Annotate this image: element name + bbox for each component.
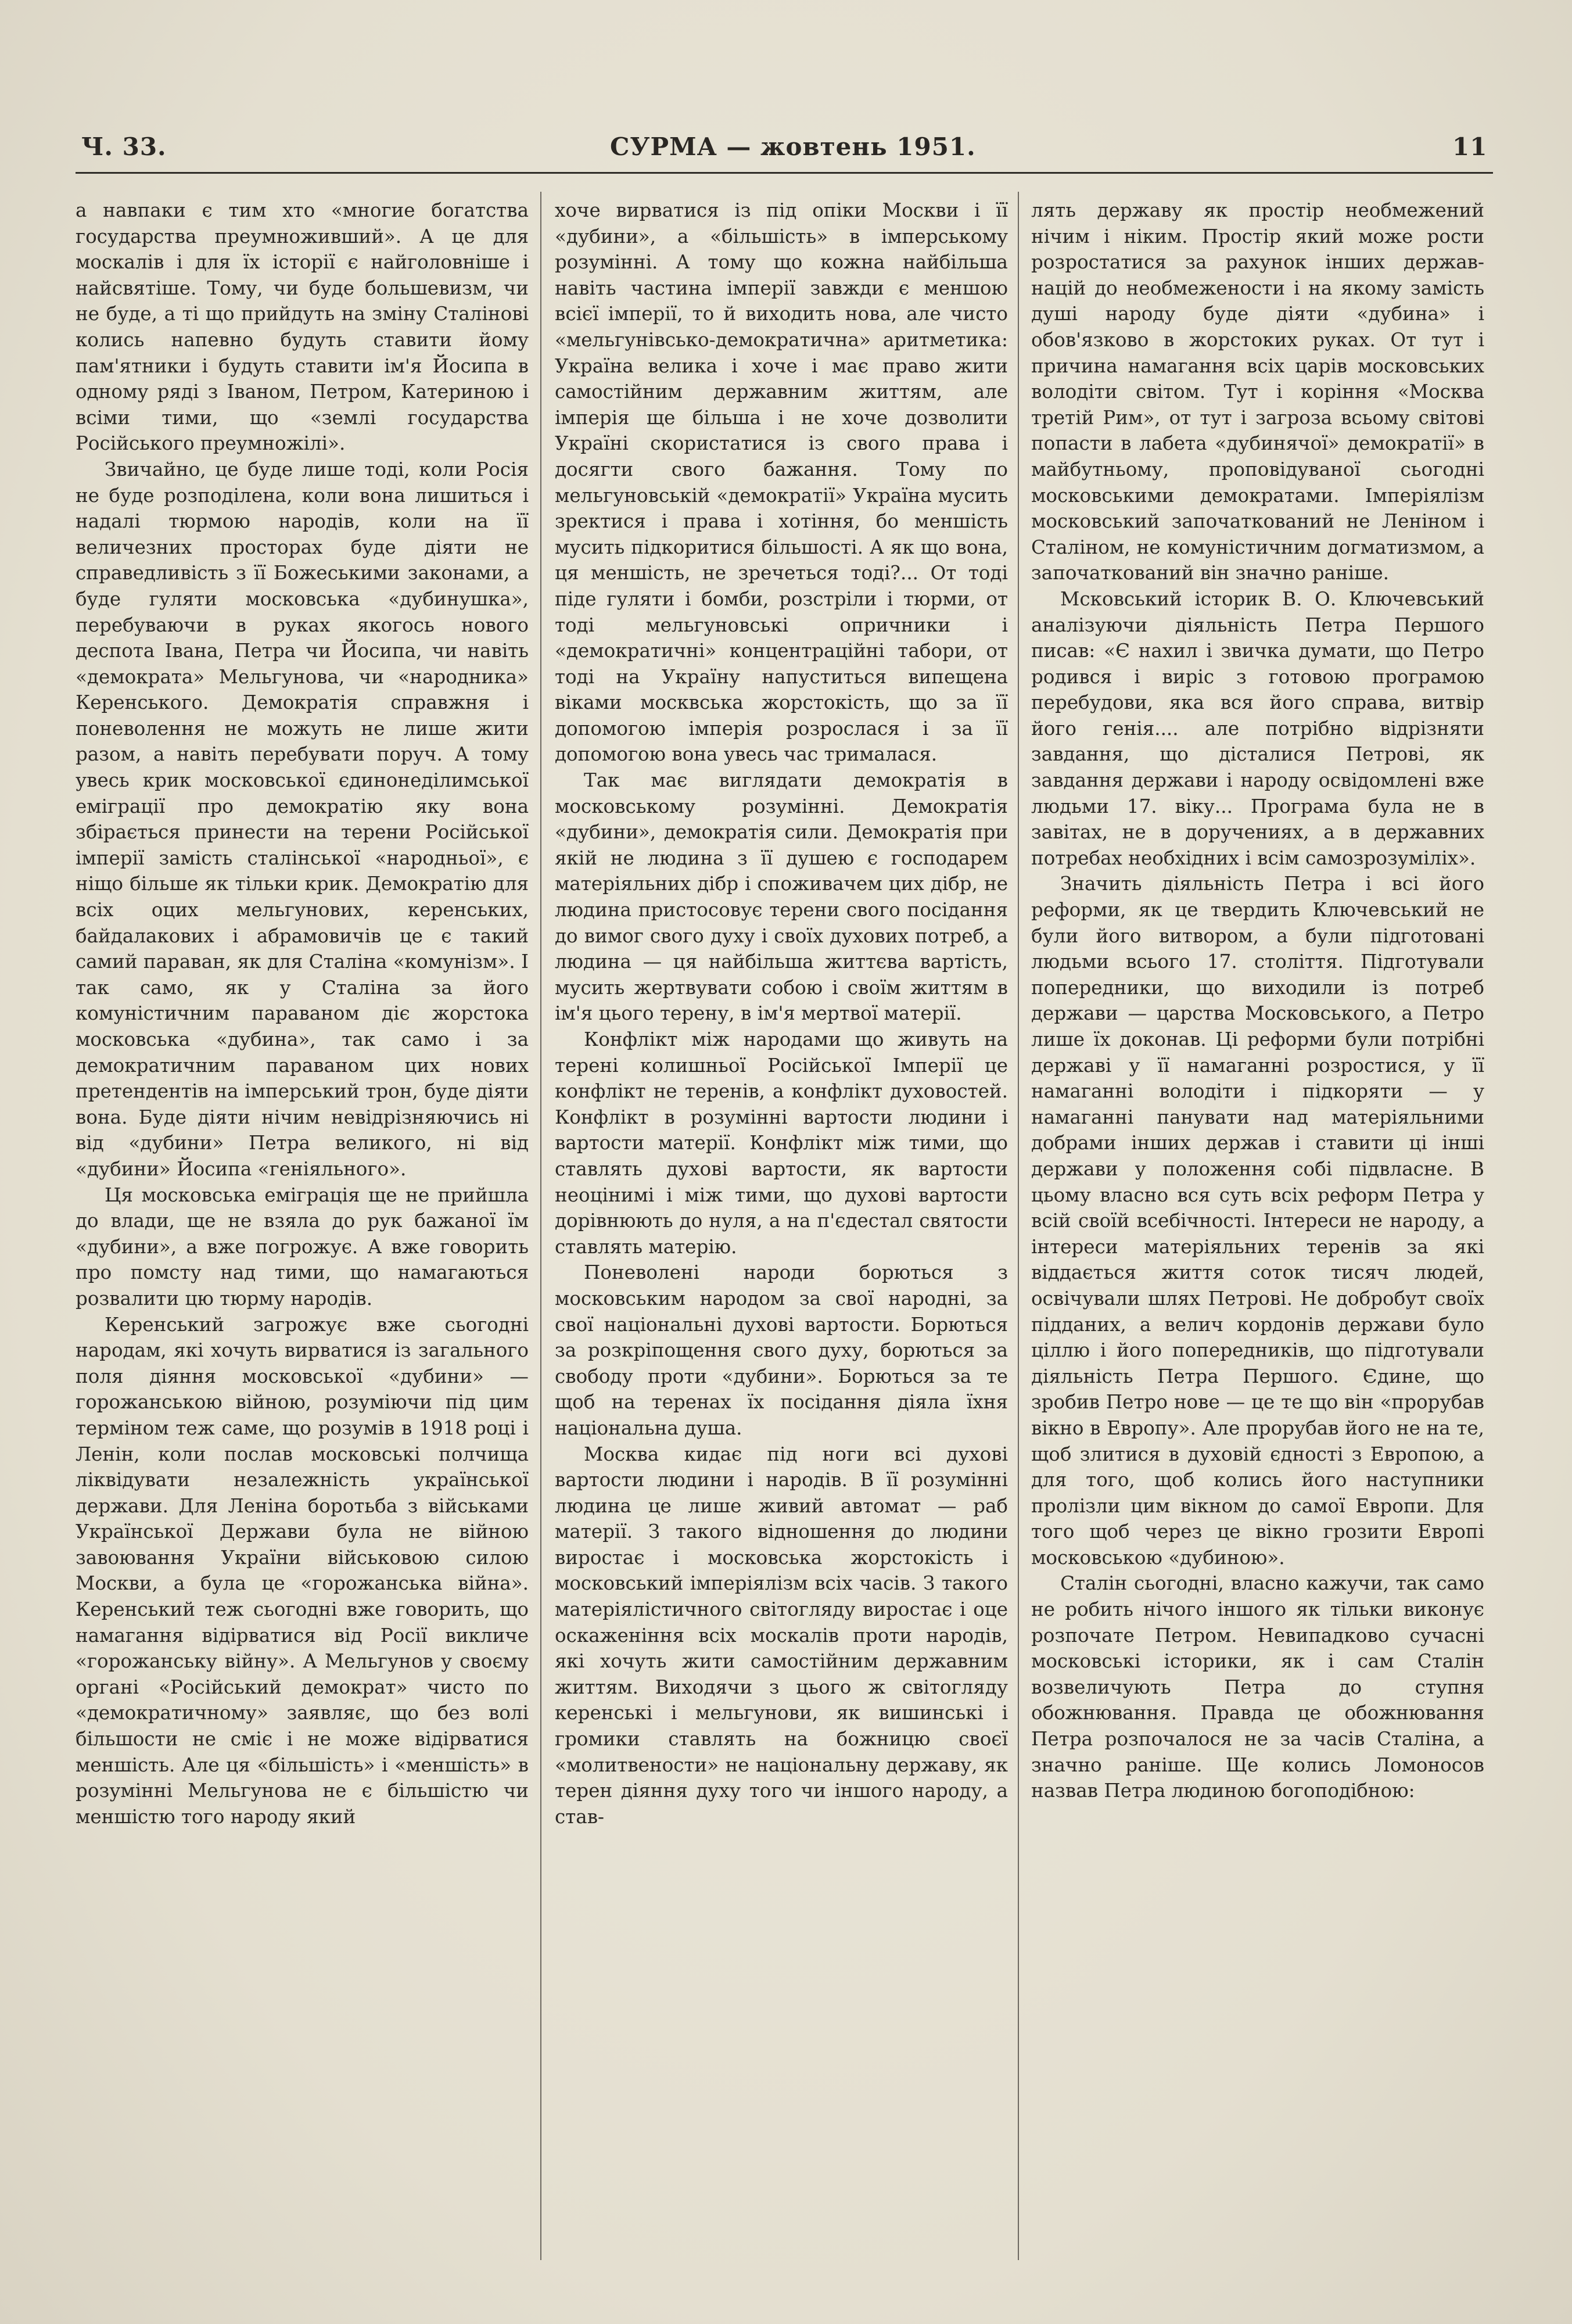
- page-number: 11: [1452, 132, 1488, 161]
- paragraph: Мсковський історик В. О. Ключевський аналізуючи діяльність Петра Першого писав: «Є нахил і звичка думати, що Петро родився і виріс з готовою програмою перебудови, яка вся його справа, витвір його генія.... але потрібно відрізняти завдання, що дісталися Петрові, як завдання держави і народу освідомлені вже людьми 17. віку... Програма була не в завітах, не в доручениях, а в державних потребах необхідних і всім самозрозуміліх».: [1031, 587, 1484, 869]
- paragraph: Сталін сьогодні, власно кажучи, так само не робить нічого іншого як тільки виконує розпочате Петром. Невипадково сучасні московські історики, як і сам Сталін возвеличують Петра до ступня обожнювання. Правда це обожнювання Петра розпочалося не за часів Сталіна, а значно раніше. Ще колись Ломоносов назвав Петра людиною богоподібною:: [1031, 1572, 1484, 1802]
- paragraph: Так має виглядати демократія в московському розумінні. Демократія «дубини», демократія сили. Демократія при якій не людина з її душею є господарем матеріяльних дібр і споживачем цих дібр, не людина пристосовує терени свого посідання до вимог свого духу і своїх духових потреб, а людина — ця найбільша життєва вартість, мусить жертвувати собою і своїм життям в ім'я цього терену, в ім'я мертвої матерії.: [555, 769, 1008, 1025]
- paragraph: Звичайно, це буде лише тоді, коли Росія не буде розподілена, коли вона лишиться і надалі тюрмою народів, коли на її величезних просторах буде діяти не справедливість з її Божеськими законами, а буде гуляти московська «дубинушка», перебуваючи в руках якогось нового деспота Івана, Петра чи Йосипа, чи навіть «демократа» Мельгунова, чи «народника» Керенського. Демократія справжня і поневолення не можуть не лише жити разом, а навіть перебувати поруч. А тому увесь крик московської єдинонеділимської еміграції про демократію яку вона збірається принести на терени Російської імперії замість сталінської «народньої», є ніщо більше як тільки крик. Демократію для всіх оцих мельгунових, керенських, байдалакових і абрамовичів це є такий самий параван, як для Сталіна «комунізм». І так само, як у Сталіна за його комуністичним параваном діє жорстока московська «дубина», так само і за демократичним параваном цих нових претендентів на імперський трон, буде діяти вона. Буде діяти нічим невідрізняючись ні від «дубини» Петра великого, ні від «дубини» Йосипа «геніяльного».: [76, 458, 529, 1180]
- header-rule: [76, 172, 1493, 174]
- paragraph: а навпаки є тим хто «многие богатства государства преумноживший». А це для москалів і для їх історії є найголовніше і найсвятіше. Тому, чи буде большевизм, чи не буде, а ті що прийдуть на зміну Сталінові колись напевно будуть ставити йому пам'ятники і будуть ставити ім'я Йосипа в одному ряді з Іваном, Петром, Катериною і всіми тими, що «землі государства Російського преумножілі».: [76, 199, 529, 455]
- paragraph: Значить діяльність Петра і всі його реформи, як це твердить Ключевський не були його витвором, а були підготовані людьми всього 17. століття. Підготували попередники, що виходили із потреб держави — царства Московського, а Петро лише їх доконав. Ці реформи були потрібні державі у її намаганні розростися, у її намаганні володіти і підкоряти — у намаганні панувати над матеріяльними добрами інших держав і ставити ці інші держави у положення собі підвласне. В цьому власно вся суть всіх реформ Петра у всій своїй всебічності. Інтереси не народу, а інтереси матеріяльних теренів за які віддається життя соток тисяч людей, освічували шлях Петрові. Не добробут своїх підданих, а велич кордонів держави було ціллю і його попередників, що підготували діяльність Петра Першого. Єдине, що зробив Петро нове — це те що він «прорубав вікно в Европу». Але прорубав його не на те, щоб злитися в духовій єдності з Европою, а для того, щоб колись його наступники пролізли цим вікном до самої Европи. Для того щоб через це вікно грозити Европі московською «дубиною».: [1031, 873, 1484, 1569]
- column-1: [76, 198, 529, 1830]
- newspaper-title: СУРМА — жовтень 1951.: [610, 132, 976, 161]
- paragraph: лять державу як простір необмежений нічим і ніким. Простір який може рости розростатися за рахунок інших держав-націй до необмежености і на якому замість душі народу буде діяти «дубина» і обов'язково в жорстоких руках. От тут і причина намагання всіх царів московських володіти світом. Тут і коріння «Москва третій Рим», от тут і загроза всьому світові попасти в лабета «дубинячої» демократії» в майбутньому, проповідуваної сьогодні московськими демократами. Імперіялізм московський започаткований не Леніном і Сталіном, не комуністичним догматизмом, а започаткований він значно раніше.: [1031, 199, 1484, 584]
- paragraph: Керенський загрожує вже сьогодні народам, які хочуть вирватися із загального поля діяння московської «дубини» — горожанською війною, розуміючи під цим терміном теж саме, що розумів в 1918 році і Ленін, коли послав московські полчища ліквідувати незалежність української держави. Для Леніна боротьба з військами Української Держави була не війною завоювання України військовою силою Москви, а була це «горожанська війна». Керенський теж сьогодні вже говорить, що намагання відірватися від Росії викличе «горожанську війну». А Мельгунов у своєму органі «Російський демократ» чисто по «демократичному» заявляє, що без волі більшости не сміє і не може відірватися меншість. Але ця «більшість» і «меншість» в розумінні Мельгунова не є більшістю чи меншістю того народу який: [76, 1313, 529, 1828]
- column-2: [555, 198, 1008, 1830]
- page-header: [0, 127, 1572, 167]
- column-divider: [540, 192, 541, 2260]
- paragraph: Конфлікт між народами що живуть на терені колишньої Російської Імперії це конфлікт не теренів, а конфлікт духовостей. Конфлікт в розумінні вартости людини і вартости матерії. Конфлікт між тими, що ставлять духові вартости, як вартости неоцінимі і між тими, що духові вартости дорівнюють до нуля, а на п'єдестал святости ставлять матерію.: [555, 1028, 1008, 1258]
- column-divider: [1018, 192, 1019, 2260]
- column-3: [1031, 198, 1484, 1804]
- paragraph: хоче вирватися із під опіки Москви і її «дубини», а «більшість» в імперському розумінні. А тому що кожна найбільша навіть частина імперії завжди є меншою всієї імперії, то й виходить нова, але чисто «мельгунівсько-демократична» аритметика: Україна велика і хоче і має право жити самостійним державним життям, але імперія ще більша і не хоче дозволити Україні скористатися із свого права і досягти свого бажання. Тому по мельгуновській «демократії» Україна мусить зректися і права і хотіння, бо меншість мусить підкоритися більшості. А як що вона, ця меншість, не зречеться тоді?... От тоді піде гуляти і бомби, розстріли і тюрми, от тоді мельгуновські опричники і «демократичні» концентраційні табори, от тоді на Україну напуститься випещена віками москвська жорстокість, що за її допомогою імперія розрослася і за її допомогою вона увесь час трималася.: [555, 199, 1008, 766]
- paragraph: Поневолені народи борються з московським народом за свої народні, за свої національні духові вартости. Борються за розкріпощення свого духу, борються за свободу проти «дубини». Борються за те щоб на теренах їх посідання діяла їхня національна душа.: [555, 1261, 1008, 1439]
- paragraph: Ця московська еміграція ще не прийшла до влади, ще не взяла до рук бажаної їм «дубини», а вже погрожує. А вже говорить про помсту над тими, що намагаються розвалити цю тюрму народів.: [76, 1183, 529, 1310]
- issue-number: Ч. 33.: [81, 132, 167, 161]
- paragraph: Москва кидає під ноги всі духові вартости людини і народів. В її розумінні людина це лише живий автомат — раб матерії. З такого відношення до людини виростає і московська жорстокість і московський імперіялізм всіх часів. З такого матеріялістичного світогляду виростає і оце оскаженіння всіх москалів проти народів, які хочуть жити самостійним державним життям. Виходячи з цього ж світогляду керенські і мельгунови, як вишинські і громики ставлять на божницю своєї «молитвености» не національну державу, як терен діяння духу того чи іншого народу, а став-: [555, 1443, 1008, 1828]
